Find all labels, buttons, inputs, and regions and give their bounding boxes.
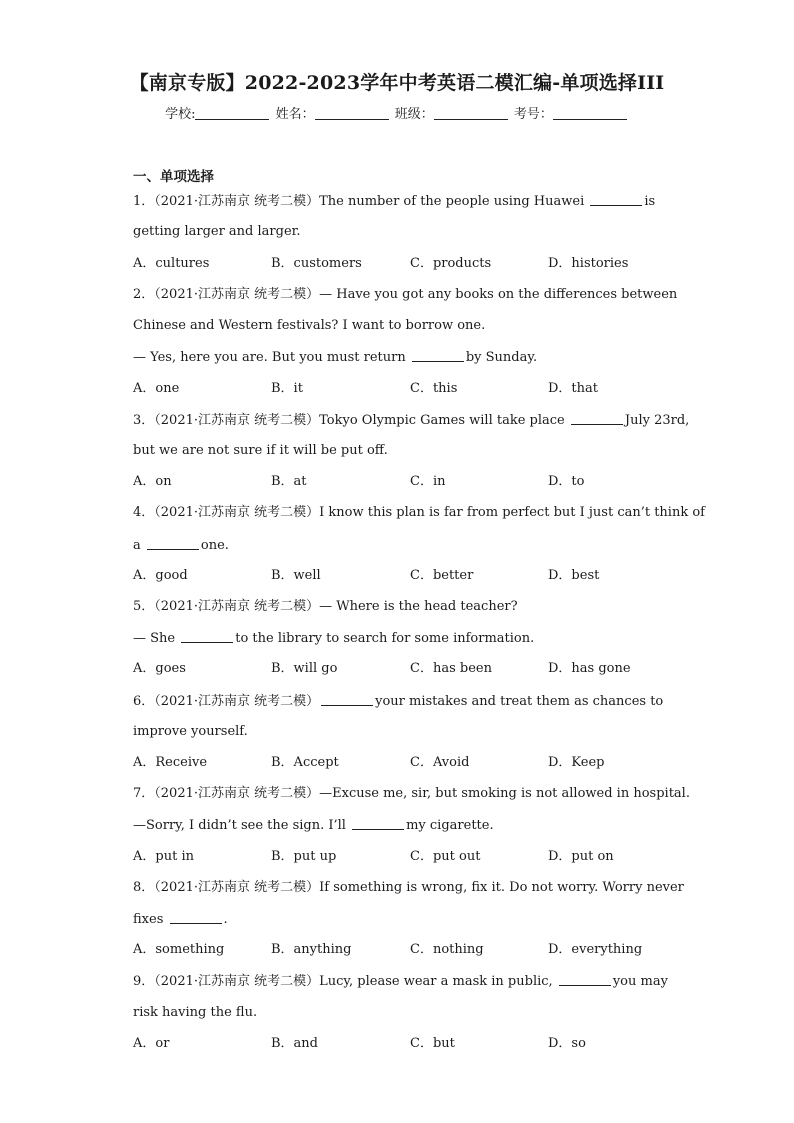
exam-number-blank (553, 106, 627, 120)
question-text: 1．（2021·江苏南京 统考二模）The number of the people using Huawei (133, 194, 589, 209)
question-text: is (644, 194, 656, 209)
question-1-line-1 (133, 193, 655, 210)
question-2-line-1: 2．（2021·江苏南京 统考二模）— Have you got any books on the differences between (133, 287, 678, 302)
question-text: a (133, 538, 145, 553)
question-6-line-2: improve yourself. (133, 724, 248, 739)
question-8-line-1: 8．（2021·江苏南京 统考二模）If something is wrong, fix it. Do not worry. Worry never (133, 880, 684, 895)
question-7-line-2 (133, 817, 494, 834)
option-a: A．Receive (133, 755, 208, 770)
option-c: C．put out (410, 849, 481, 864)
option-a: A．good (133, 568, 188, 583)
option-c: C．better (410, 568, 474, 583)
question-text: July 23rd, (624, 413, 690, 428)
question-text: your mistakes and treat them as chances to (375, 694, 664, 709)
question-text: . (223, 912, 228, 927)
option-d: D．put on (548, 849, 614, 864)
option-d: D．so (548, 1036, 586, 1051)
option-a: A．cultures (133, 256, 210, 271)
answer-blank (170, 911, 222, 924)
question-text: 6．（2021·江苏南京 统考二模） (133, 694, 320, 709)
question-5-line-1: 5．（2021·江苏南京 统考二模）— Where is the head teacher? (133, 599, 518, 614)
option-a: A．on (133, 474, 172, 489)
answer-blank (181, 630, 233, 643)
school-label: 学校: (165, 107, 196, 122)
answer-blank (571, 412, 623, 425)
question-4-line-1: 4．（2021·江苏南京 统考二模）I know this plan is far from perfect but I just can’t think of (133, 505, 705, 520)
page-title: 【南京专版】2022-2023学年中考英语二模汇编-单项选择III (129, 72, 665, 94)
option-d: D．has gone (548, 661, 631, 676)
question-1-line-2: getting larger and larger. (133, 224, 301, 239)
question-text: to the library to search for some information. (235, 631, 535, 646)
answer-blank (412, 349, 464, 362)
question-text: — She (133, 631, 180, 646)
option-b: B．it (271, 381, 303, 396)
option-d: D．everything (548, 942, 643, 957)
question-2-line-3 (133, 349, 537, 366)
option-c: C．has been (410, 661, 492, 676)
class-blank (434, 106, 508, 120)
answer-blank (321, 693, 373, 706)
option-b: B．will go (271, 661, 338, 676)
question-7-line-1: 7．（2021·江苏南京 统考二模）—Excuse me, sir, but smoking is not allowed in hospital. (133, 786, 690, 801)
option-a: A．or (133, 1036, 170, 1051)
option-b: B．well (271, 568, 321, 583)
question-text: — Yes, here you are. But you must return (133, 350, 410, 365)
question-text: fixes (133, 912, 168, 927)
answer-blank (590, 193, 642, 206)
option-d: D．best (548, 568, 600, 583)
option-b: B．Accept (271, 755, 339, 770)
option-b: B．put up (271, 849, 337, 864)
name-label: 姓名： (275, 107, 315, 122)
question-5-line-2 (133, 630, 534, 647)
option-b: B．anything (271, 942, 352, 957)
question-3-line-1 (133, 412, 689, 429)
name-blank (315, 106, 389, 120)
student-info-row (0, 103, 794, 122)
answer-blank (559, 973, 611, 986)
section-title: 一、单项选择 (133, 169, 214, 185)
question-2-line-2: Chinese and Western festivals? I want to borrow one. (133, 318, 486, 333)
option-a: A．one (133, 381, 180, 396)
question-text: —Sorry, I didn’t see the sign. I’ll (133, 818, 351, 833)
option-c: C．but (410, 1036, 455, 1051)
question-text: one. (200, 538, 229, 553)
question-text: by Sunday. (465, 350, 538, 365)
option-b: B．at (271, 474, 307, 489)
option-d: D．that (548, 381, 598, 396)
option-a: A．goes (133, 661, 186, 676)
option-c: C．nothing (410, 942, 484, 957)
option-b: B．and (271, 1036, 318, 1051)
question-9-line-2: risk having the flu. (133, 1005, 258, 1020)
option-a: A．something (133, 942, 225, 957)
option-c: C．Avoid (410, 755, 470, 770)
option-c: C．in (410, 474, 446, 489)
question-9-line-1 (133, 973, 668, 990)
option-b: B．customers (271, 256, 362, 271)
exam-number-label: 考号： (513, 107, 553, 122)
question-6-line-1 (133, 693, 663, 710)
class-label: 班级： (394, 107, 434, 122)
question-8-line-2 (133, 911, 228, 928)
school-blank (195, 106, 269, 120)
question-text: you may (612, 974, 668, 989)
answer-blank (147, 537, 199, 550)
question-text: 3．（2021·江苏南京 统考二模）Tokyo Olympic Games will take place (133, 413, 569, 428)
question-3-line-2: but we are not sure if it will be put off. (133, 443, 388, 458)
option-c: C．this (410, 381, 458, 396)
option-d: D．to (548, 474, 585, 489)
option-d: D．Keep (548, 755, 605, 770)
question-text: my cigarette. (406, 818, 494, 833)
question-text: 9．（2021·江苏南京 统考二模）Lucy, please wear a mask in public, (133, 974, 557, 989)
question-4-line-2 (133, 537, 229, 554)
option-c: C．products (410, 256, 492, 271)
answer-blank (352, 817, 404, 830)
option-d: D．histories (548, 256, 629, 271)
option-a: A．put in (133, 849, 194, 864)
